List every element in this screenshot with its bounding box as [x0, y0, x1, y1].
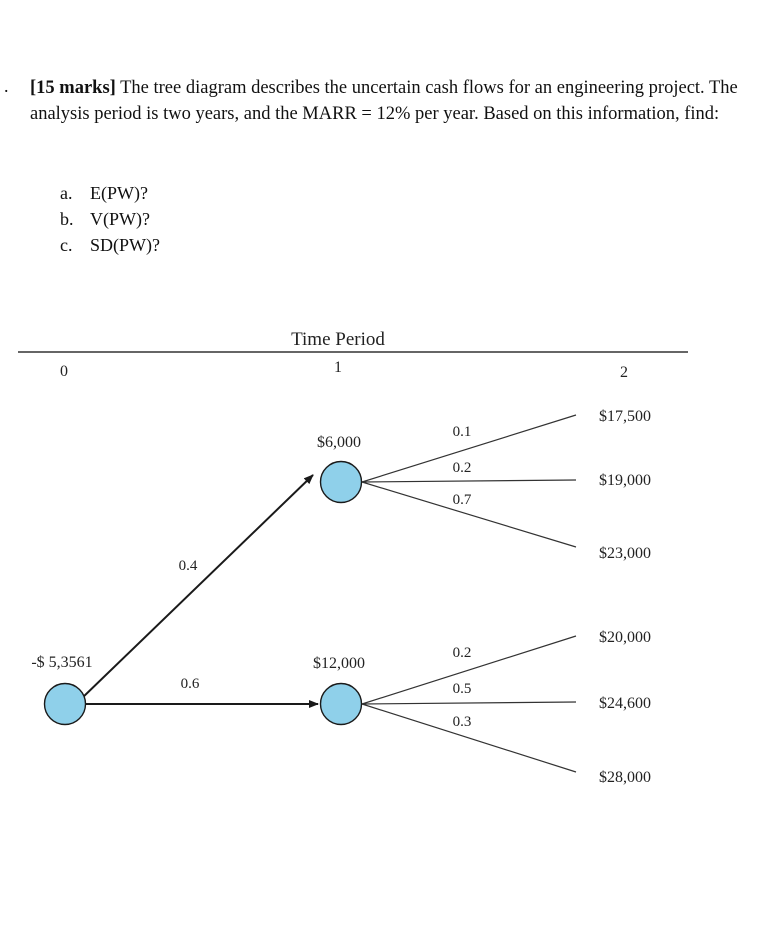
- question-marks: [15 marks]: [30, 78, 116, 98]
- question-bullet: .: [4, 76, 9, 96]
- start-value-label: -$ 5,3561: [31, 654, 93, 671]
- lower-branch-2: [362, 702, 576, 704]
- lower-prob-3: 0.3: [452, 714, 472, 730]
- lower-outcome-1: $20,000: [599, 629, 651, 646]
- lower-chance-node: [321, 684, 362, 725]
- branch-upper-prob: 0.4: [178, 558, 198, 574]
- upper-outcome-1: $17,500: [599, 408, 651, 425]
- start-node: [45, 684, 86, 725]
- upper-prob-3: 0.7: [452, 492, 472, 508]
- upper-node-value-label: $6,000: [317, 434, 361, 451]
- part-letter: c.: [60, 235, 73, 255]
- part-text: SD(PW)?: [90, 235, 160, 255]
- upper-outcome-3: $23,000: [599, 545, 651, 562]
- part-text: E(PW)?: [90, 183, 148, 203]
- part-letter: a.: [60, 183, 73, 203]
- lower-node-value-label: $12,000: [313, 655, 365, 672]
- branch-lower-prob: 0.6: [180, 676, 200, 692]
- question-body: The tree diagram describes the uncertain cash flows for an engineering project. The analysis period is two years, and the MARR = 12% per year. Based on this information, find:: [30, 78, 738, 124]
- part-letter: b.: [60, 209, 74, 229]
- lower-outcome-2: $24,600: [599, 695, 651, 712]
- upper-outcome-2: $19,000: [599, 472, 651, 489]
- lower-prob-2: 0.5: [452, 681, 472, 697]
- period-2-label: 2: [620, 364, 628, 381]
- upper-prob-1: 0.1: [452, 424, 472, 440]
- upper-prob-2: 0.2: [452, 460, 472, 476]
- lower-outcome-3: $28,000: [599, 769, 651, 786]
- lower-prob-1: 0.2: [452, 645, 472, 661]
- period-0-label: 0: [60, 363, 68, 380]
- upper-branch-2: [362, 480, 576, 482]
- time-period-header: Time Period: [291, 329, 385, 350]
- upper-chance-node: [321, 462, 362, 503]
- period-1-label: 1: [334, 359, 342, 376]
- branch-upper-arrow: [80, 475, 313, 700]
- part-text: V(PW)?: [90, 209, 150, 229]
